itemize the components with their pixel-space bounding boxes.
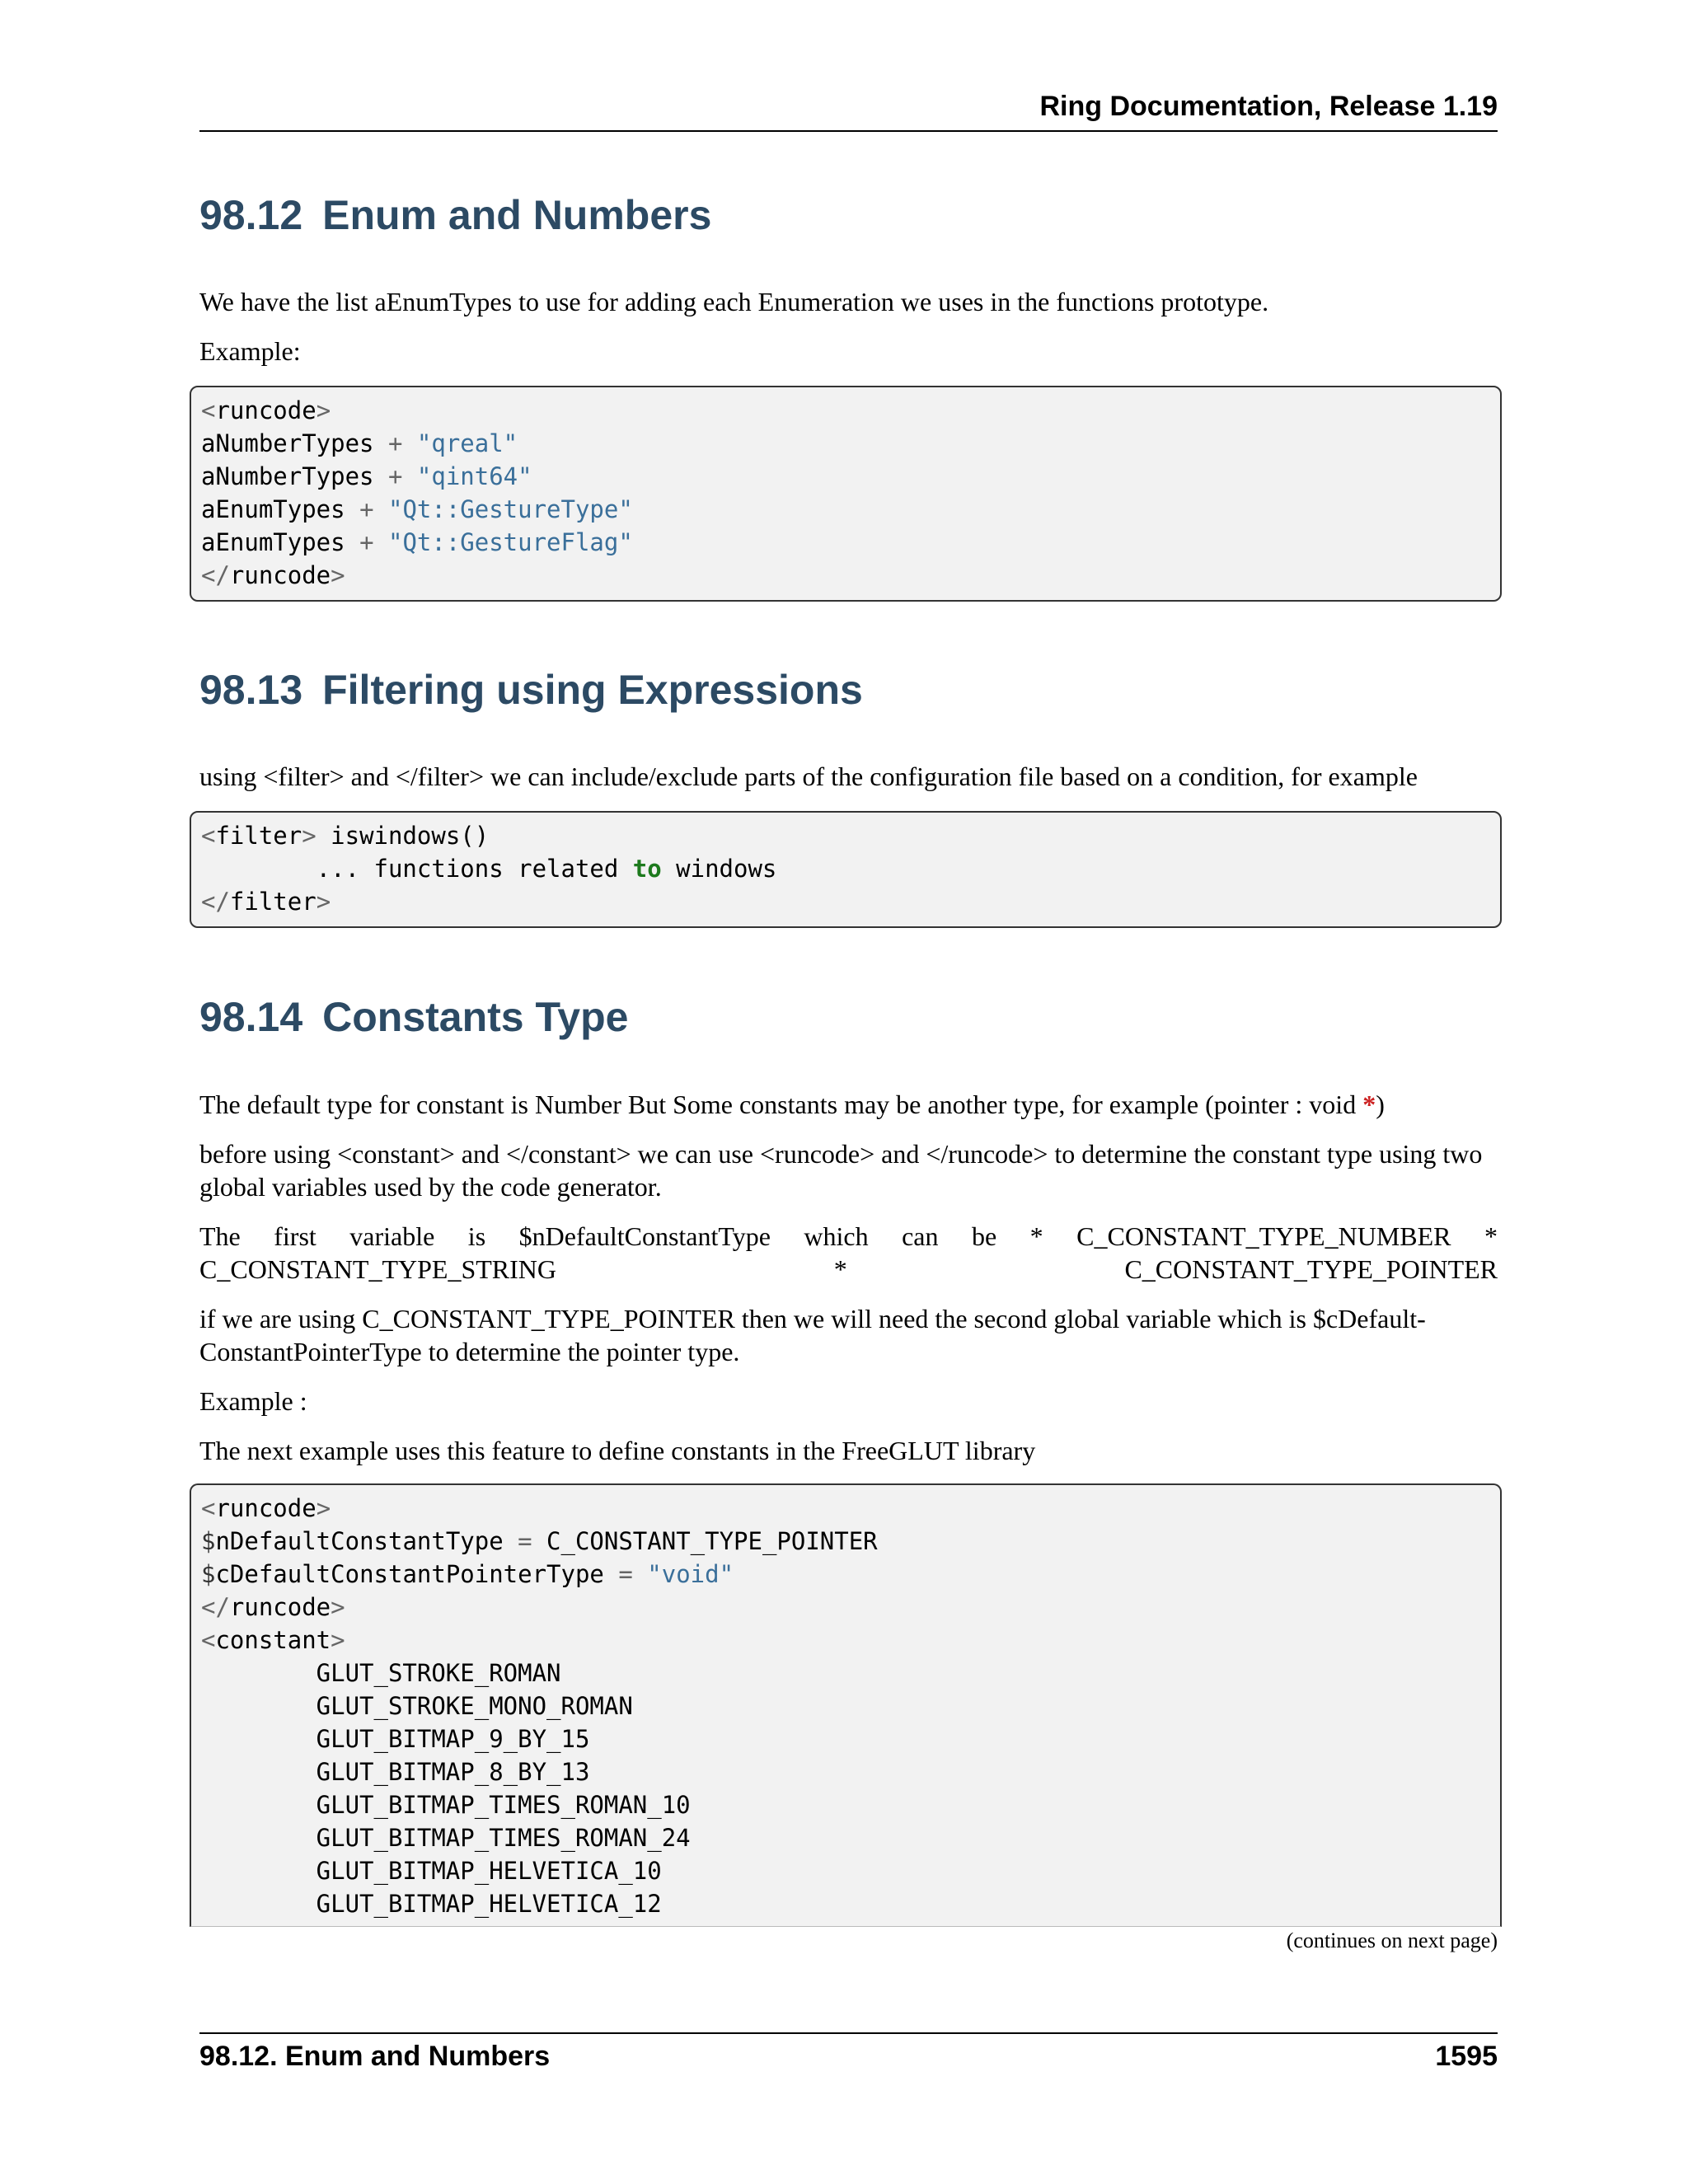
paragraph: using <filter> and </filter> we can include/exclude parts of the configuration file based on a condition, for example [199,762,1418,791]
code-line: GLUT_BITMAP_9_BY_15 [201,1725,590,1753]
section-number: 98.13 [199,667,303,713]
code-block [190,1483,1502,1927]
page-number: 1595 [1435,2041,1498,2072]
footer-rule [199,2032,1498,2034]
code-line: GLUT_STROKE_MONO_ROMAN [201,1692,633,1720]
paragraph: Example : [199,1386,307,1416]
code-line: aNumberTypes + "qreal" [201,429,518,457]
code-line: <filter> iswindows() [201,822,490,850]
paragraph: The next example uses this feature to define constants in the FreeGLUT library [199,1436,1036,1465]
asterisk: * [1362,1090,1376,1119]
paragraph: The default type for constant is Number But Some constants may be another type, for example (pointer : void *) [199,1090,1385,1119]
code-line: aEnumTypes + "Qt::GestureFlag" [201,528,633,556]
code-line: <constant> [201,1626,345,1654]
code-line: aNumberTypes + "qint64" [201,462,532,490]
code-line: $nDefaultConstantType = C_CONSTANT_TYPE_POINTER [201,1527,878,1555]
paragraph: before using <constant> and </constant> we can use <runcode> and </runcode> to determine the constant type using two global variables used by the code generator. [199,1139,1483,1202]
code-line: <runcode> [201,396,331,424]
code-line: $cDefaultConstantPointerType = "void" [201,1560,734,1588]
code-line: </filter> [201,888,331,916]
paragraph: The first variable is $nDefaultConstantType which can be * C_CONSTANT_TYPE_NUMBER * C_CONSTANT_TYPE_STRING * C_CONSTANT_TYPE_POINTER [199,1221,1498,1284]
section-number: 98.12 [199,192,303,238]
section-heading-98-14 [199,993,1498,1041]
header-rule [199,130,1498,132]
code-line: GLUT_BITMAP_HELVETICA_10 [201,1857,662,1885]
code-block [190,386,1502,602]
code-line: </runcode> [201,561,345,589]
continues-note: (continues on next page) [1286,1929,1498,1952]
code-line: <runcode> [201,1494,331,1522]
section-heading-98-12 [199,191,1498,239]
code-line: GLUT_STROKE_ROMAN [201,1659,561,1687]
section-title-text: Filtering using Expressions [322,667,863,713]
code-block [190,811,1502,928]
running-header: Ring Documentation, Release 1.19 [1039,91,1498,122]
section-title-text: Enum and Numbers [322,192,712,238]
code-line: GLUT_BITMAP_8_BY_13 [201,1758,590,1786]
code-line: GLUT_BITMAP_TIMES_ROMAN_24 [201,1824,691,1852]
code-line: ... functions related to windows [201,855,777,883]
paragraph: We have the list aEnumTypes to use for adding each Enumeration we uses in the functions prototype. [199,287,1269,316]
code-line: GLUT_BITMAP_HELVETICA_12 [201,1890,662,1918]
section-title-text: Constants Type [322,994,629,1040]
footer-section: 98.12. Enum and Numbers [199,2041,551,2072]
code-line: aEnumTypes + "Qt::GestureType" [201,495,633,523]
section-heading-98-13 [199,666,1498,714]
section-number: 98.14 [199,994,303,1040]
paragraph: if we are using C_CONSTANT_TYPE_POINTER then we will need the second global variable which is $cDefault-ConstantPointerType to determine the pointer type. [199,1304,1426,1366]
code-line: </runcode> [201,1593,345,1621]
code-line: GLUT_BITMAP_TIMES_ROMAN_10 [201,1791,691,1819]
paragraph: Example: [199,336,301,366]
